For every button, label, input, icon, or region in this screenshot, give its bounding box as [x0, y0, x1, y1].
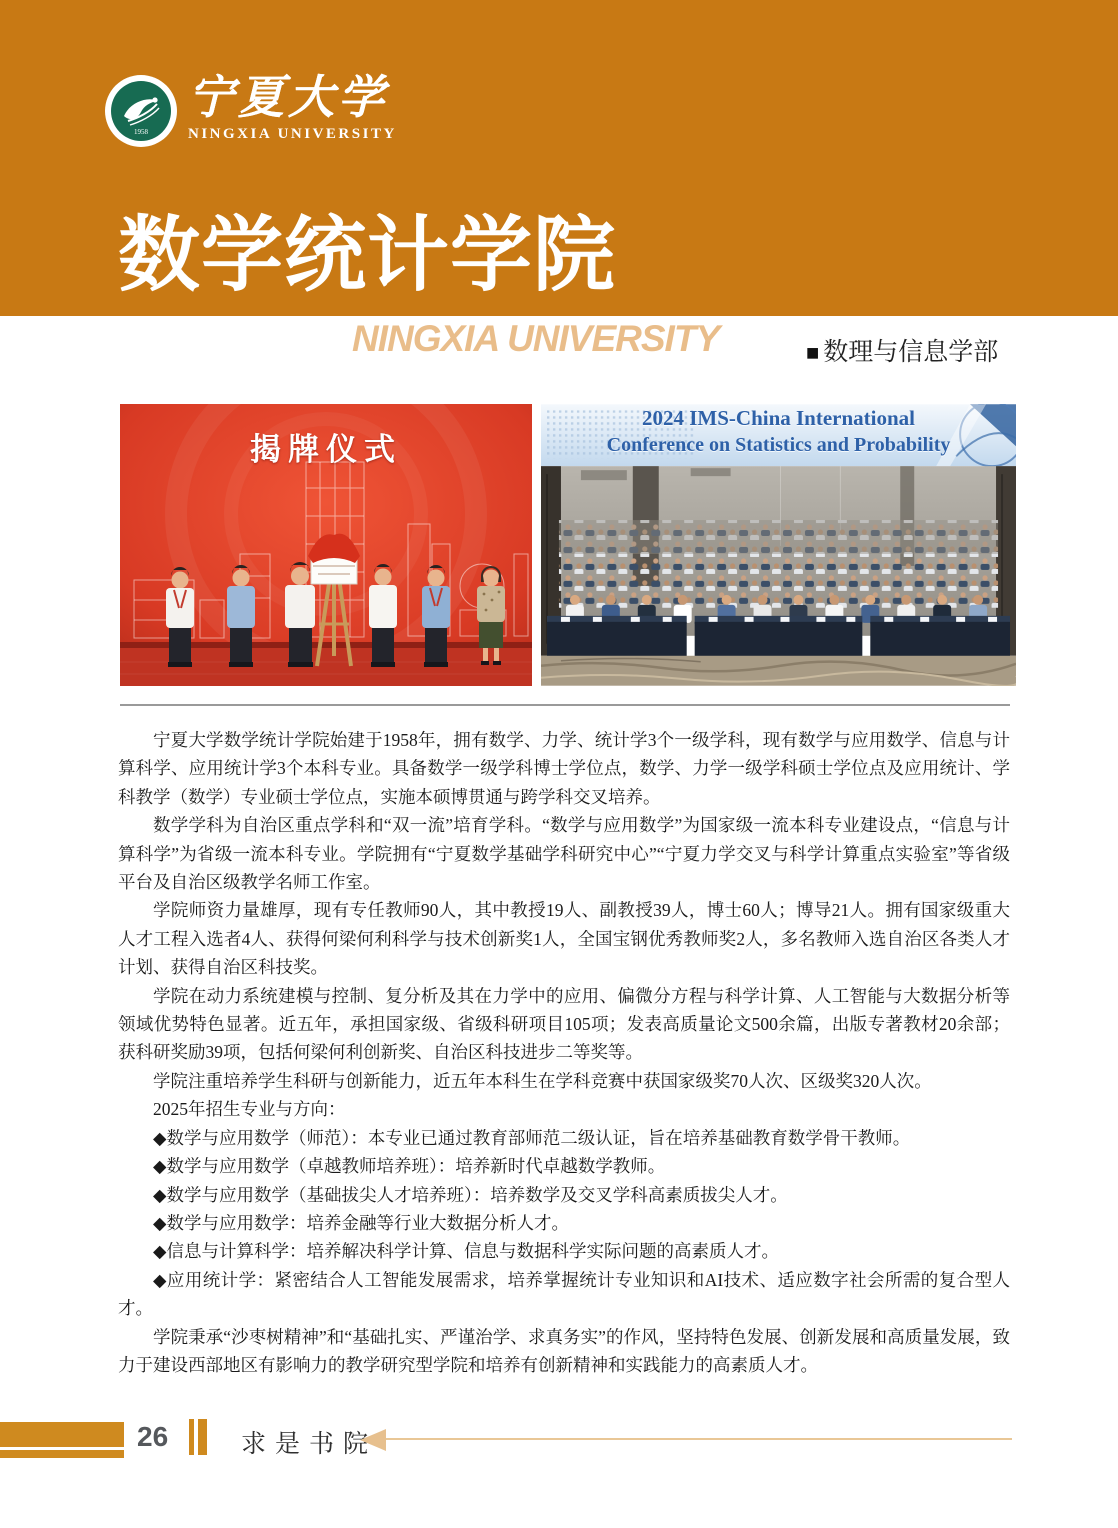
footer-rule [386, 1438, 1012, 1440]
paragraph: ◆应用统计学：紧密结合人工智能发展需求，培养掌握统计专业知识和AI技术、适应数字社会所需的复合型人才。 [118, 1269, 1010, 1319]
header-band [0, 0, 1118, 316]
conference-tables [547, 616, 1010, 660]
photo-unveiling-ceremony [120, 404, 532, 686]
paragraph: 学院注重培养学生科研与创新能力，近五年本科生在学科竞赛中获国家级奖70人次、区级奖320人次。 [153, 1070, 932, 1091]
paragraph: ◆数学与应用数学（基础拔尖人才培养班）：培养数学及交叉学科高素质拔尖人才。 [153, 1184, 788, 1205]
paragraph: 学院在动力系统建模与控制、复分析及其在力学中的应用、偏微分方程与科学计算、人工智能与大数据分析等领域优势特色显著。近五年，承担国家级、省级科研项目105项；发表高质量论文500余篇，出版专著教材20余部；获科研奖励39项，包括何梁何利创新奖、自治区科技进步二等奖等。 [118, 985, 1010, 1063]
logo-seal-icon [104, 74, 178, 148]
logo-calligraphy: 宁夏大学 [188, 72, 388, 123]
paragraph: 2025年招生专业与方向： [153, 1099, 346, 1120]
logo-seal-year: 1958 [134, 128, 148, 136]
page-title: 数学统计学院 [118, 210, 617, 301]
paragraph: ◆数学与应用数学：培养金融等行业大数据分析人才。 [153, 1212, 569, 1233]
footer-double-bar-icon [198, 1419, 207, 1455]
paragraph: ◆信息与计算科学：培养解决科学计算、信息与数据科学实际问题的高素质人才。 [153, 1241, 779, 1262]
conference-banner-line2: Conference on Statistics and Probability [606, 434, 951, 456]
page-number: 26 [137, 1421, 169, 1452]
paragraph: ◆数学与应用数学（卓越教师培养班）：培养新时代卓越数学教师。 [153, 1156, 666, 1177]
photo-caption-unveiling: 揭牌仪式 [250, 432, 402, 467]
paragraph: 宁夏大学数学统计学院始建于1958年，拥有数学、力学、统计学3个一级学科，现有数学与应用数学、信息与计算科学、应用统计学3个本科专业。具备数学一级学科博士学位点，数学、力学一级学科硕士学位点及应用统计、学科教学（数学）专业硕士学位点，实施本硕博贯通与跨学科交叉培养。 [118, 730, 1010, 807]
department-label [806, 332, 998, 368]
paragraph: 学院秉承“沙枣树精神”和“基础扎实、严谨治学、求真务实”的作风，坚持特色发展、创新发展和高质量发展，致力于建设西部地区有影响力的教学研究型学院和培养有创新精神和实践能力的高素质人才。 [118, 1326, 1010, 1375]
footer-double-bar-icon [189, 1419, 194, 1455]
square-marker-icon: ■ [806, 340, 820, 365]
paragraph: 数学学科为自治区重点学科和“双一流”培育学科。“数学与应用数学”为国家级一流本科专业建设点，“信息与计算科学”为省级一流本科专业。学院拥有“宁夏数学基础学科研究中心”“宁夏力学交叉与科学计算重点实验室”等省级平台及自治区级教学名师工作室。 [118, 815, 1010, 893]
body-text [118, 726, 1010, 1379]
logo-names [188, 74, 397, 143]
paragraph: 学院师资力量雄厚，现有专任教师90人，其中教授19人、副教授39人，博士60人；博导21人。拥有国家级重大人才工程入选者4人、获得何梁何利科学与技术创新奖1人，全国宝钢优秀教师奖2人，多名教师入选自治区各类人才计划、获得自治区科技奖。 [118, 900, 1010, 978]
patterned-carpet [541, 656, 1016, 686]
footer-bar-thick [0, 1422, 124, 1447]
paragraph: ◆数学与应用数学（师范）：本专业已通过教育部师范二级认证，旨在培养基础教育数学骨干教师。 [153, 1127, 911, 1148]
logo-latin-name: NINGXIA UNIVERSITY [188, 126, 397, 142]
university-logo [104, 74, 397, 148]
audience-crowd [559, 520, 998, 608]
divider [120, 704, 1010, 706]
latin-subtitle: NINGXIA UNIVERSITY [352, 318, 720, 359]
footer-bar-thin [0, 1450, 124, 1458]
arrow-left-icon [360, 1429, 386, 1451]
conference-banner-line1: 2024 IMS-China International [641, 406, 916, 430]
photo-conference [541, 404, 1016, 686]
footer-label: 求是书院 [241, 1430, 378, 1458]
department-name: 数理与信息学部 [823, 338, 999, 366]
